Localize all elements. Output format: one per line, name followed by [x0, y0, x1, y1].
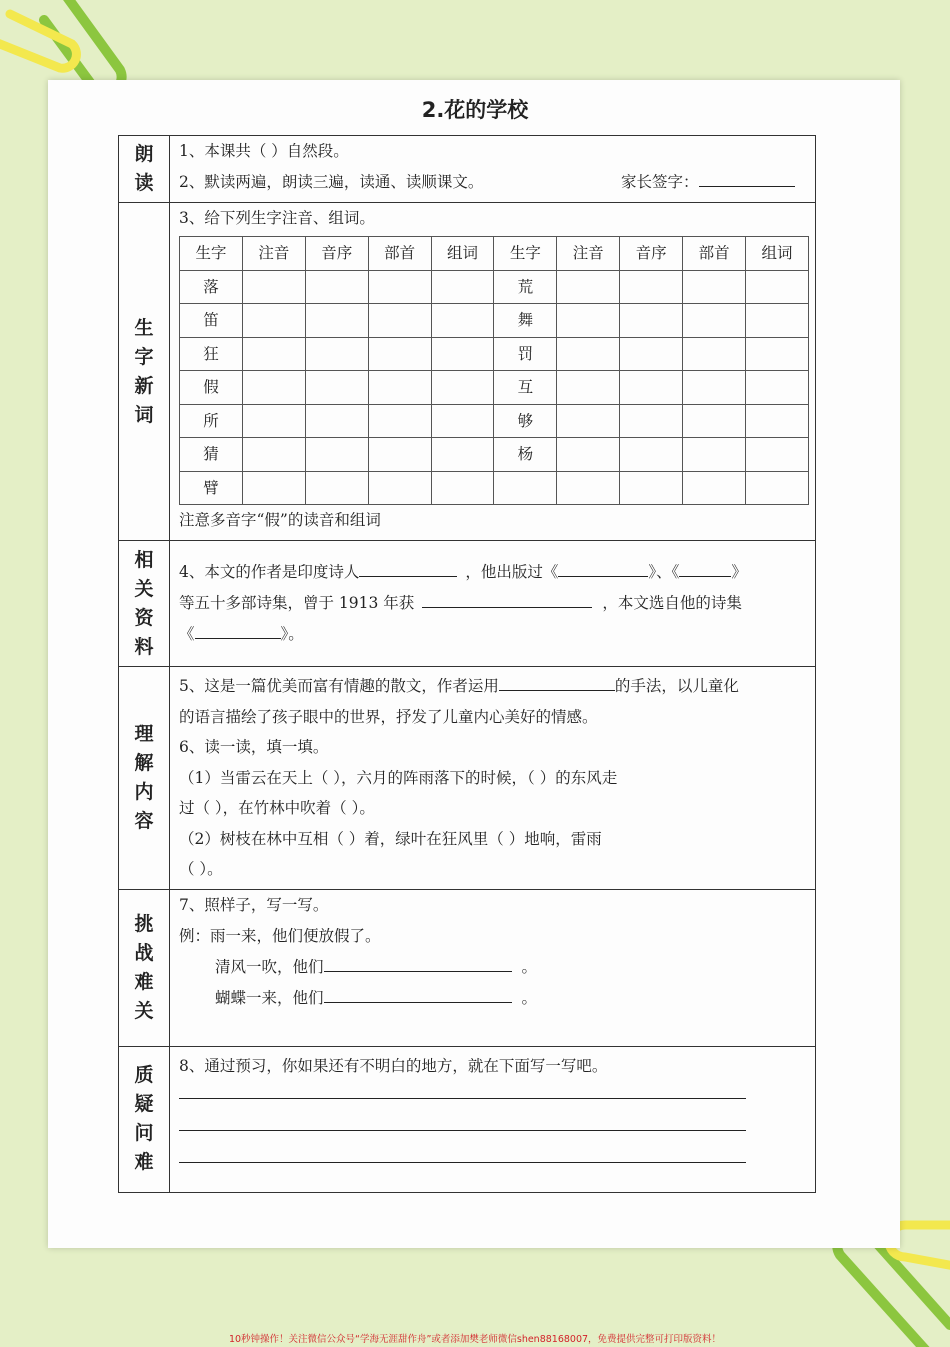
answer-cell[interactable]	[557, 471, 620, 505]
reading-section	[119, 136, 816, 203]
understanding-label: 理解内容	[119, 667, 170, 890]
answer-cell[interactable]	[242, 270, 305, 304]
answer-cell[interactable]	[683, 438, 746, 472]
questions-label: 质疑问难	[119, 1046, 170, 1192]
writing-line-1[interactable]	[179, 1082, 746, 1099]
prize-blank[interactable]	[422, 589, 592, 608]
q7-example: 例：雨一来，他们便放假了。	[179, 926, 381, 945]
character-row	[180, 337, 809, 371]
character-table	[179, 236, 809, 505]
answer-cell[interactable]	[620, 337, 683, 371]
q6-1-line-a: （1）当雷云在天上（ ），六月的阵雨落下的时候，（ ）的东风走	[179, 768, 618, 787]
header-cell: 组词	[431, 237, 494, 271]
answer-cell[interactable]	[683, 270, 746, 304]
character-cell	[494, 471, 557, 505]
header-cell: 注音	[557, 237, 620, 271]
character-row	[180, 438, 809, 472]
answer-cell[interactable]	[242, 404, 305, 438]
answer-cell[interactable]	[305, 337, 368, 371]
character-cell: 荒	[494, 270, 557, 304]
character-cell: 落	[180, 270, 243, 304]
answer-cell[interactable]	[305, 270, 368, 304]
q6-1-line-b: 过（ ），在竹林中吹着（ ）。	[179, 799, 375, 817]
page-title: 2.花的学校	[421, 98, 529, 122]
new-words-label: 生字新词	[119, 203, 170, 541]
signature-label: 家长签字：	[621, 173, 699, 191]
reading-line-2: 2、默读两遍，朗读三遍，读通、读顺课文。	[179, 173, 484, 191]
writing-line-2[interactable]	[179, 1114, 746, 1131]
character-cell: 臂	[180, 471, 243, 505]
header-cell: 组词	[746, 237, 809, 271]
book1-blank[interactable]	[558, 558, 648, 577]
answer-cell[interactable]	[557, 270, 620, 304]
header-cell: 部首	[368, 237, 431, 271]
answer-cell[interactable]	[431, 270, 494, 304]
answer-cell[interactable]	[368, 471, 431, 505]
related-label: 相关资料	[119, 541, 170, 667]
character-row	[180, 304, 809, 338]
q5-text-a: 5、这是一篇优美而富有情趣的散文，作者运用	[179, 677, 499, 695]
challenge-section	[119, 889, 816, 1046]
answer-cell[interactable]	[431, 438, 494, 472]
character-cell: 笛	[180, 304, 243, 338]
character-cell: 猜	[180, 438, 243, 472]
q4-text-e: 等五十多部诗集，曾于 1913 年获	[179, 594, 415, 612]
q4-text-f: ，本文选自他的诗集	[602, 594, 742, 612]
q6-2-line-b: （ ）。	[179, 860, 223, 878]
answer-cell[interactable]	[431, 337, 494, 371]
writing-line-3[interactable]	[179, 1146, 746, 1163]
book2-blank[interactable]	[679, 558, 731, 577]
answer-cell[interactable]	[746, 371, 809, 405]
answer-cell[interactable]	[368, 304, 431, 338]
answer-cell[interactable]	[683, 404, 746, 438]
character-cell: 够	[494, 404, 557, 438]
q6-2-line-a: （2）树枝在林中互相（ ）着，绿叶在狂风里（ ）地响，雷雨	[179, 829, 602, 848]
q4-text-g: 《	[179, 625, 195, 643]
answer-cell[interactable]	[242, 304, 305, 338]
answer-cell[interactable]	[683, 337, 746, 371]
character-table-header	[180, 237, 809, 271]
header-cell: 音序	[305, 237, 368, 271]
q4-text-b: ，他出版过《	[465, 563, 559, 581]
collection-blank[interactable]	[195, 620, 281, 639]
header-cell: 生字	[180, 237, 243, 271]
signature-blank[interactable]	[699, 168, 795, 187]
header-cell: 音序	[620, 237, 683, 271]
q4-text-a: 4、本文的作者是印度诗人	[179, 563, 360, 581]
answer-cell[interactable]	[746, 438, 809, 472]
new-words-instruction: 3、给下列生字注音、组词。	[179, 209, 375, 227]
answer-cell[interactable]	[683, 471, 746, 505]
answer-cell[interactable]	[305, 304, 368, 338]
header-cell: 生字	[494, 237, 557, 271]
reading-label: 朗读	[119, 136, 170, 203]
answer-cell[interactable]	[305, 371, 368, 405]
technique-blank[interactable]	[499, 672, 615, 691]
answer-cell[interactable]	[305, 404, 368, 438]
poet-blank[interactable]	[359, 558, 457, 577]
answer-cell[interactable]	[431, 304, 494, 338]
answer-cell[interactable]	[683, 304, 746, 338]
answer-cell[interactable]	[557, 404, 620, 438]
answer-cell[interactable]	[431, 371, 494, 405]
character-cell: 互	[494, 371, 557, 405]
q5-text-c: 的语言描绘了孩子眼中的世界，抒发了儿童内心美好的情感。	[179, 707, 598, 726]
character-cell: 罚	[494, 337, 557, 371]
answer-cell[interactable]	[368, 371, 431, 405]
answer-cell[interactable]	[746, 270, 809, 304]
understanding-section	[119, 667, 816, 890]
answer-cell[interactable]	[746, 404, 809, 438]
sentence-2-blank[interactable]	[324, 984, 512, 1003]
answer-cell[interactable]	[431, 404, 494, 438]
character-cell: 杨	[494, 438, 557, 472]
character-cell: 狂	[180, 337, 243, 371]
answer-cell[interactable]	[683, 371, 746, 405]
character-cell: 舞	[494, 304, 557, 338]
character-cell: 假	[180, 371, 243, 405]
worksheet-table	[118, 135, 816, 1193]
answer-cell[interactable]	[242, 471, 305, 505]
q6-title: 6、读一读，填一填。	[179, 738, 329, 756]
questions-section	[119, 1046, 816, 1192]
answer-cell[interactable]	[620, 404, 683, 438]
answer-cell[interactable]	[557, 337, 620, 371]
reading-line-1: 1、本课共（ ）自然段。	[179, 142, 349, 160]
answer-cell[interactable]	[557, 304, 620, 338]
character-row	[180, 404, 809, 438]
answer-cell[interactable]	[746, 471, 809, 505]
character-row	[180, 270, 809, 304]
answer-cell[interactable]	[746, 304, 809, 338]
answer-cell[interactable]	[620, 471, 683, 505]
character-row	[180, 471, 809, 505]
answer-cell[interactable]	[620, 304, 683, 338]
answer-cell[interactable]	[620, 270, 683, 304]
q4-text-h: 》。	[280, 625, 304, 643]
q7-end-1: 。	[521, 957, 538, 976]
answer-cell[interactable]	[620, 371, 683, 405]
answer-cell[interactable]	[746, 337, 809, 371]
q5-text-b: 的手法，以儿童化	[614, 677, 739, 695]
related-section	[119, 541, 816, 667]
q7-sentence-2: 蝴蝶一来，他们	[215, 988, 324, 1007]
header-cell: 部首	[683, 237, 746, 271]
answer-cell[interactable]	[305, 471, 368, 505]
answer-cell[interactable]	[242, 337, 305, 371]
answer-cell[interactable]	[557, 371, 620, 405]
q7-title: 7、照样子，写一写。	[179, 895, 329, 914]
answer-cell[interactable]	[242, 371, 305, 405]
answer-cell[interactable]	[431, 471, 494, 505]
answer-cell[interactable]	[242, 438, 305, 472]
challenge-label: 挑战难关	[119, 889, 170, 1046]
character-row	[180, 371, 809, 405]
answer-cell[interactable]	[368, 404, 431, 438]
answer-cell[interactable]	[620, 438, 683, 472]
q4-text-c: 》、《	[648, 563, 680, 581]
q7-sentence-1: 清风一吹，他们	[215, 957, 324, 976]
answer-cell[interactable]	[305, 438, 368, 472]
q7-end-2: 。	[521, 988, 538, 1007]
polyphone-note: 注意多音字“假”的读音和组词	[179, 511, 381, 529]
answer-cell[interactable]	[368, 337, 431, 371]
character-cell: 所	[180, 404, 243, 438]
new-words-section	[119, 203, 816, 541]
q4-text-d: 》	[731, 563, 747, 581]
sentence-1-blank[interactable]	[324, 953, 512, 972]
footer-promo-text: 10秒钟操作！关注微信公众号“学海无涯甜作舟”或者添加樊老师微信shen88168007，免费提供完整可打印版资料！	[228, 1334, 722, 1345]
q8-title: 8、通过预习，你如果还有不明白的地方，就在下面写一写吧。	[179, 1056, 608, 1075]
answer-cell[interactable]	[557, 438, 620, 472]
answer-cell[interactable]	[368, 270, 431, 304]
header-cell: 注音	[242, 237, 305, 271]
answer-cell[interactable]	[368, 438, 431, 472]
